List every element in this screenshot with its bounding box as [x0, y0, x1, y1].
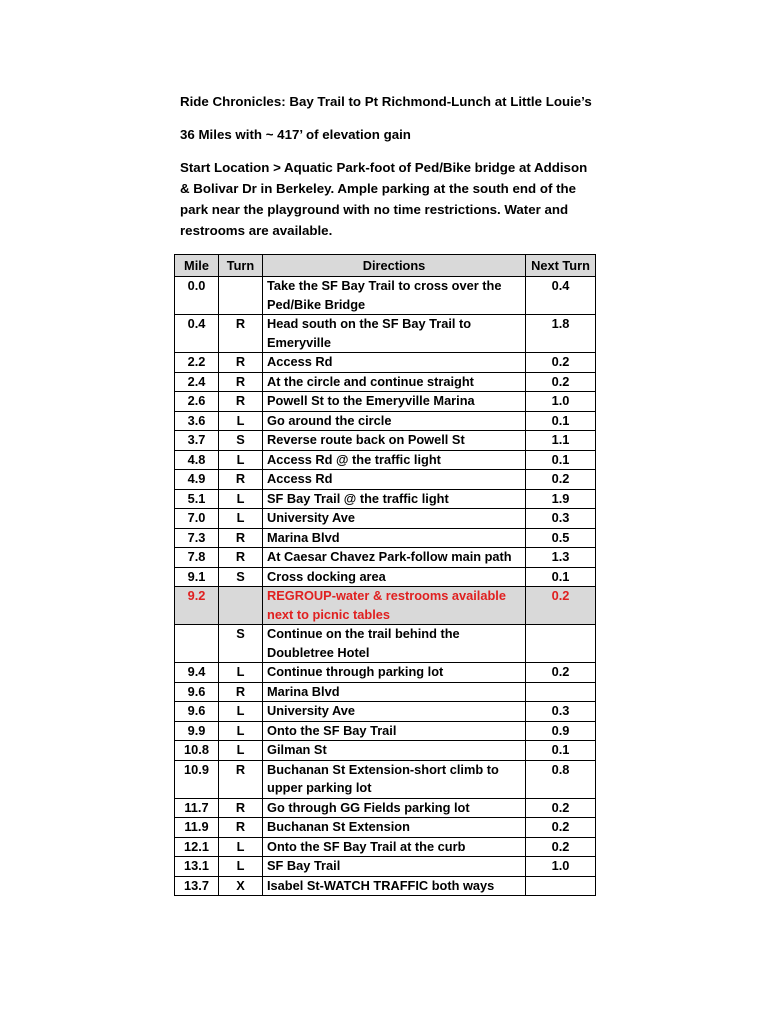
next-turn-cell: 0.2	[526, 372, 596, 392]
table-row	[175, 876, 596, 896]
mile-cell: 2.2	[175, 353, 219, 373]
next-turn-cell: 1.8	[526, 315, 596, 353]
table-row	[175, 548, 596, 568]
mile-cell: 7.0	[175, 509, 219, 529]
direction-cell: Access Rd	[263, 470, 526, 490]
turn-cell: R	[219, 798, 263, 818]
table-row	[175, 372, 596, 392]
mile-cell: 0.0	[175, 277, 219, 315]
turn-cell: L	[219, 663, 263, 683]
direction-cell: Onto the SF Bay Trail at the curb	[263, 837, 526, 857]
table-row	[175, 392, 596, 412]
table-row	[175, 277, 596, 315]
mile-cell: 9.1	[175, 567, 219, 587]
mile-cell: 7.3	[175, 528, 219, 548]
table-row	[175, 682, 596, 702]
mile-cell: 4.8	[175, 450, 219, 470]
turn-cell: L	[219, 450, 263, 470]
direction-cell: Marina Blvd	[263, 682, 526, 702]
header-next-turn: Next Turn	[526, 255, 596, 277]
next-turn-cell: 0.2	[526, 818, 596, 838]
mile-cell: 11.9	[175, 818, 219, 838]
mile-cell: 12.1	[175, 837, 219, 857]
direction-cell: At Caesar Chavez Park-follow main path	[263, 548, 526, 568]
direction-cell: Cross docking area	[263, 567, 526, 587]
route-table-body	[175, 277, 596, 896]
next-turn-cell: 0.1	[526, 741, 596, 761]
table-row	[175, 760, 596, 798]
route-directions-table	[174, 254, 596, 896]
table-row	[175, 470, 596, 490]
table-row	[175, 818, 596, 838]
next-turn-cell: 0.5	[526, 528, 596, 548]
mile-cell: 2.6	[175, 392, 219, 412]
direction-cell: Onto the SF Bay Trail	[263, 721, 526, 741]
turn-cell: R	[219, 760, 263, 798]
next-turn-cell: 1.0	[526, 857, 596, 877]
next-turn-cell: 0.2	[526, 663, 596, 683]
direction-cell: Continue on the trail behind the Doubletree Hotel	[263, 625, 526, 663]
turn-cell: R	[219, 470, 263, 490]
mile-cell: 11.7	[175, 798, 219, 818]
table-row	[175, 450, 596, 470]
next-turn-cell: 1.9	[526, 489, 596, 509]
direction-cell: Gilman St	[263, 741, 526, 761]
document-title: Ride Chronicles: Bay Trail to Pt Richmond-Lunch at Little Louie’s	[180, 94, 592, 109]
direction-cell: REGROUP-water & restrooms available next to picnic tables	[263, 587, 526, 625]
next-turn-cell: 0.3	[526, 509, 596, 529]
direction-cell: Access Rd @ the traffic light	[263, 450, 526, 470]
turn-cell	[219, 277, 263, 315]
turn-cell: S	[219, 431, 263, 451]
direction-cell: Isabel St-WATCH TRAFFIC both ways	[263, 876, 526, 896]
next-turn-cell: 0.2	[526, 798, 596, 818]
table-row	[175, 663, 596, 683]
mile-cell: 9.2	[175, 587, 219, 625]
turn-cell: R	[219, 372, 263, 392]
turn-cell: R	[219, 528, 263, 548]
turn-cell: R	[219, 353, 263, 373]
table-row	[175, 528, 596, 548]
mile-cell: 3.7	[175, 431, 219, 451]
next-turn-cell: 0.2	[526, 837, 596, 857]
direction-cell: Buchanan St Extension	[263, 818, 526, 838]
next-turn-cell: 0.4	[526, 277, 596, 315]
direction-cell: Marina Blvd	[263, 528, 526, 548]
turn-cell: L	[219, 411, 263, 431]
header-directions: Directions	[263, 255, 526, 277]
direction-cell: Go through GG Fields parking lot	[263, 798, 526, 818]
mile-cell: 2.4	[175, 372, 219, 392]
table-row-regroup	[175, 587, 596, 625]
table-row	[175, 353, 596, 373]
direction-cell: Take the SF Bay Trail to cross over the Ped/Bike Bridge	[263, 277, 526, 315]
next-turn-cell: 0.1	[526, 567, 596, 587]
table-row	[175, 509, 596, 529]
next-turn-cell	[526, 682, 596, 702]
table-row	[175, 489, 596, 509]
direction-cell: Reverse route back on Powell St	[263, 431, 526, 451]
direction-cell: Access Rd	[263, 353, 526, 373]
mile-cell: 4.9	[175, 470, 219, 490]
table-row	[175, 625, 596, 663]
direction-cell: Powell St to the Emeryville Marina	[263, 392, 526, 412]
turn-cell: L	[219, 741, 263, 761]
next-turn-cell: 0.1	[526, 450, 596, 470]
mile-cell: 9.9	[175, 721, 219, 741]
direction-cell: SF Bay Trail @ the traffic light	[263, 489, 526, 509]
direction-cell: Continue through parking lot	[263, 663, 526, 683]
turn-cell: L	[219, 721, 263, 741]
turn-cell: S	[219, 625, 263, 663]
turn-cell: L	[219, 509, 263, 529]
direction-cell: University Ave	[263, 702, 526, 722]
mile-cell: 13.7	[175, 876, 219, 896]
start-location-paragraph: Start Location > Aquatic Park-foot of Ped/Bike bridge at Addison & Bolivar Dr in Berkeley. Ample parking at the south end of the park near the playground with no time restrictions. Water and restrooms are available.	[180, 160, 588, 238]
turn-cell	[219, 587, 263, 625]
turn-cell: R	[219, 818, 263, 838]
turn-cell: L	[219, 837, 263, 857]
mile-cell: 13.1	[175, 857, 219, 877]
table-row	[175, 741, 596, 761]
next-turn-cell: 0.2	[526, 587, 596, 625]
next-turn-cell: 0.9	[526, 721, 596, 741]
turn-cell: L	[219, 702, 263, 722]
turn-cell: X	[219, 876, 263, 896]
table-row	[175, 411, 596, 431]
turn-cell: L	[219, 857, 263, 877]
mile-cell: 3.6	[175, 411, 219, 431]
direction-cell: SF Bay Trail	[263, 857, 526, 877]
table-row	[175, 857, 596, 877]
table-row	[175, 315, 596, 353]
table-row	[175, 431, 596, 451]
distance-elevation-line: 36 Miles with ~ 417’ of elevation gain	[180, 127, 411, 142]
direction-cell: Go around the circle	[263, 411, 526, 431]
header-turn: Turn	[219, 255, 263, 277]
next-turn-cell: 1.0	[526, 392, 596, 412]
header-mile: Mile	[175, 255, 219, 277]
turn-cell: L	[219, 489, 263, 509]
next-turn-cell: 0.2	[526, 353, 596, 373]
turn-cell: R	[219, 315, 263, 353]
direction-cell: Buchanan St Extension-short climb to upper parking lot	[263, 760, 526, 798]
next-turn-cell: 0.1	[526, 411, 596, 431]
direction-cell: Head south on the SF Bay Trail to Emeryville	[263, 315, 526, 353]
next-turn-cell: 0.3	[526, 702, 596, 722]
mile-cell	[175, 625, 219, 663]
next-turn-cell: 1.3	[526, 548, 596, 568]
next-turn-cell: 0.2	[526, 470, 596, 490]
turn-cell: R	[219, 392, 263, 412]
next-turn-cell	[526, 625, 596, 663]
mile-cell: 10.8	[175, 741, 219, 761]
direction-cell: At the circle and continue straight	[263, 372, 526, 392]
mile-cell: 9.6	[175, 682, 219, 702]
mile-cell: 9.6	[175, 702, 219, 722]
turn-cell: R	[219, 682, 263, 702]
table-row	[175, 837, 596, 857]
table-row	[175, 567, 596, 587]
table-row	[175, 721, 596, 741]
table-header-row	[175, 255, 596, 277]
mile-cell: 5.1	[175, 489, 219, 509]
mile-cell: 10.9	[175, 760, 219, 798]
table-row	[175, 702, 596, 722]
turn-cell: S	[219, 567, 263, 587]
next-turn-cell	[526, 876, 596, 896]
table-row	[175, 798, 596, 818]
turn-cell: R	[219, 548, 263, 568]
next-turn-cell: 0.8	[526, 760, 596, 798]
next-turn-cell: 1.1	[526, 431, 596, 451]
mile-cell: 9.4	[175, 663, 219, 683]
mile-cell: 7.8	[175, 548, 219, 568]
mile-cell: 0.4	[175, 315, 219, 353]
direction-cell: University Ave	[263, 509, 526, 529]
